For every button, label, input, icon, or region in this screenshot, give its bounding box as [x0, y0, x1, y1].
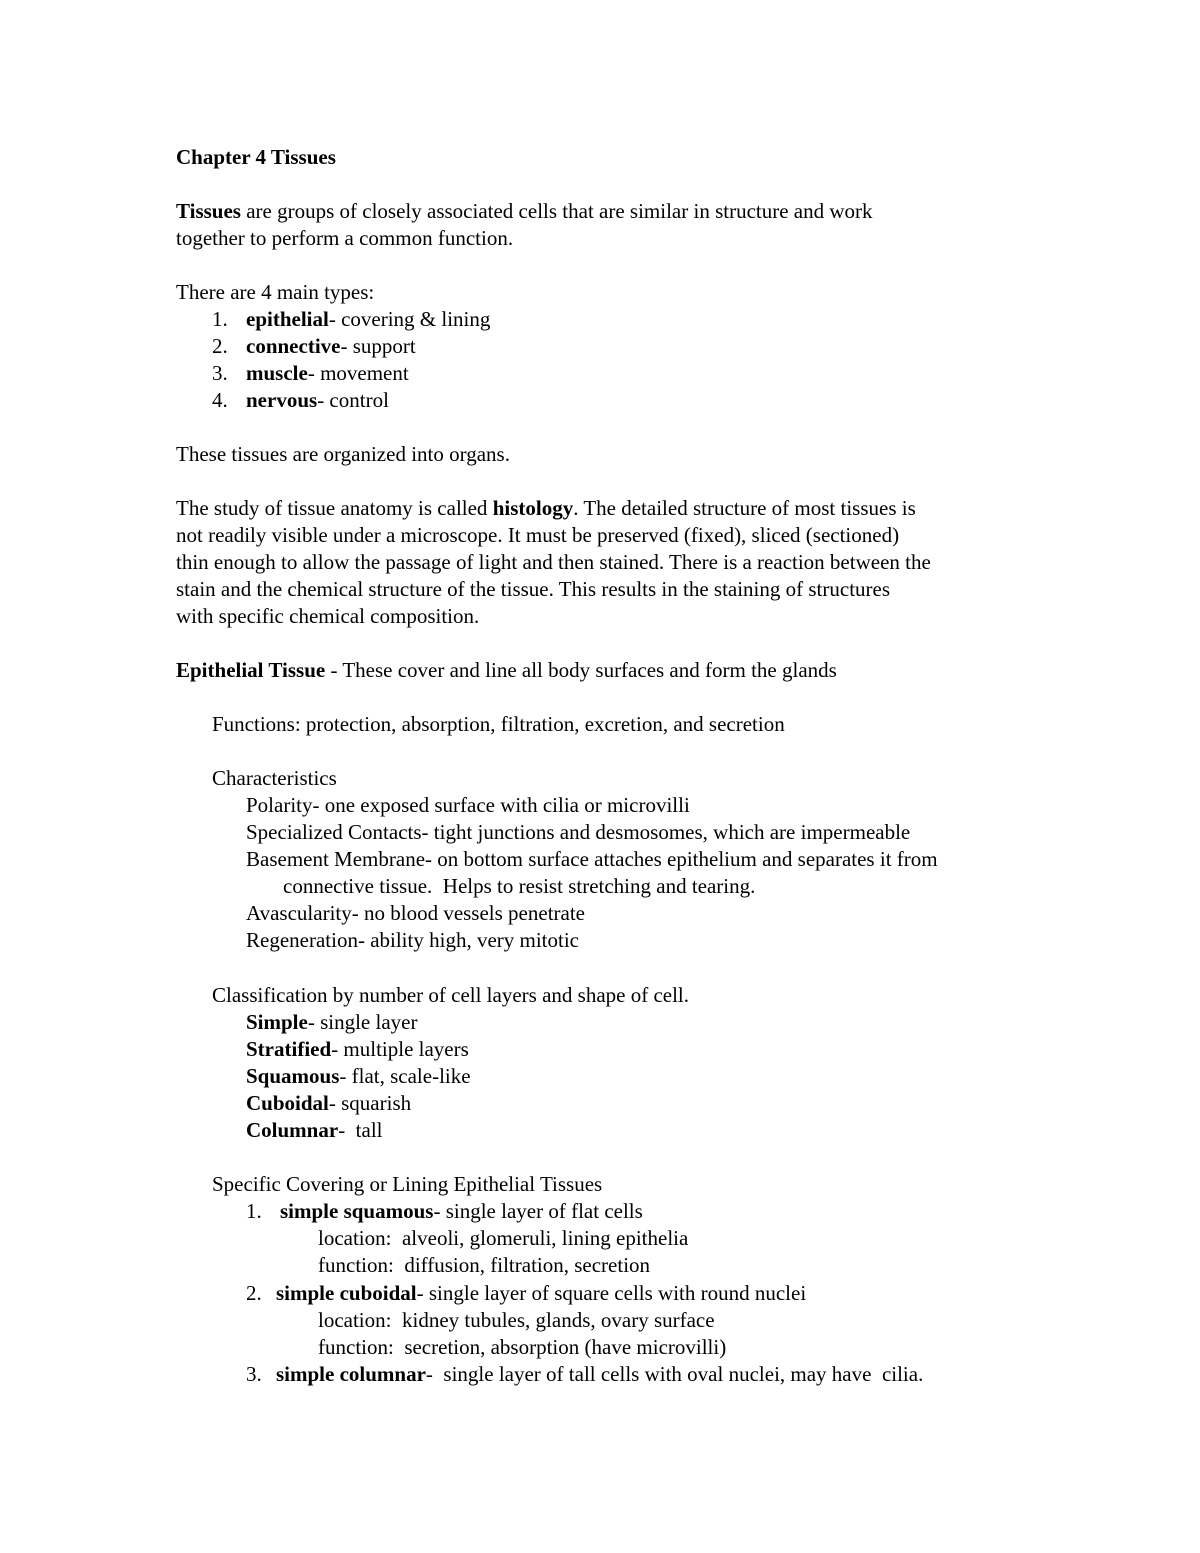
types-list-item: 4. nervous- control [212, 388, 389, 412]
intro-line-2: together to perform a common function. [176, 226, 514, 250]
intro-line-1: Tissues are groups of closely associated cells that are similar in structure and work [176, 199, 873, 223]
specific-item: 3. simple columnar- single layer of tall cells with oval nuclei, may have cilia. [246, 1362, 924, 1386]
types-list-item: 2. connective- support [212, 334, 416, 358]
specific-location: location: alveoli, glomeruli, lining epithelia [318, 1226, 689, 1250]
types-heading: There are 4 main types: [176, 280, 375, 304]
histology-line-5: with specific chemical composition. [176, 604, 480, 628]
histology-term: histology [492, 496, 574, 520]
characteristic-item-continued: connective tissue. Helps to resist stretching and tearing. [283, 874, 756, 898]
classification-item: Cuboidal- squarish [246, 1091, 412, 1115]
page-title: Chapter 4 Tissues [176, 145, 336, 169]
characteristics-heading: Characteristics [212, 766, 337, 790]
characteristic-item: Specialized Contacts- tight junctions and desmosomes, which are impermeable [246, 820, 911, 844]
histology-line-3: thin enough to allow the passage of light and then stained. There is a reaction between the [176, 550, 931, 574]
epithelial-heading: Epithelial Tissue - These cover and line all body surfaces and form the glands [176, 658, 837, 682]
specific-item: 1. simple squamous- single layer of flat cells [246, 1199, 643, 1223]
histology-line-4: stain and the chemical structure of the tissue. This results in the staining of structures [176, 577, 891, 601]
types-list-item: 3. muscle- movement [212, 361, 409, 385]
specific-item: 2. simple cuboidal- single layer of square cells with round nuclei [246, 1281, 807, 1305]
characteristic-item: Avascularity- no blood vessels penetrate [246, 901, 586, 925]
functions-line: Functions: protection, absorption, filtration, excretion, and secretion [212, 712, 785, 736]
histology-line-2: not readily visible under a microscope. It must be preserved (fixed), sliced (sectioned) [176, 523, 900, 547]
specific-heading: Specific Covering or Lining Epithelial Tissues [212, 1172, 603, 1196]
histology-line-1: The study of tissue anatomy is called histology. The detailed structure of most tissues is [176, 496, 916, 520]
classification-item: Squamous- flat, scale-like [246, 1064, 471, 1088]
classification-item: Columnar- tall [246, 1118, 383, 1142]
specific-location: location: kidney tubules, glands, ovary surface [318, 1308, 715, 1332]
types-list-item: 1. epithelial- covering & lining [212, 307, 491, 331]
classification-heading: Classification by number of cell layers and shape of cell. [212, 983, 690, 1007]
classification-item: Simple- single layer [246, 1010, 418, 1034]
specific-function: function: diffusion, filtration, secretion [318, 1253, 651, 1277]
organs-line: These tissues are organized into organs. [176, 442, 510, 466]
characteristic-item: Basement Membrane- on bottom surface attaches epithelium and separates it from [246, 847, 938, 871]
intro-term: Tissues [176, 199, 241, 223]
classification-item: Stratified- multiple layers [246, 1037, 469, 1061]
characteristic-item: Polarity- one exposed surface with cilia or microvilli [246, 793, 690, 817]
characteristic-item: Regeneration- ability high, very mitotic [246, 928, 579, 952]
specific-function: function: secretion, absorption (have microvilli) [318, 1335, 727, 1359]
